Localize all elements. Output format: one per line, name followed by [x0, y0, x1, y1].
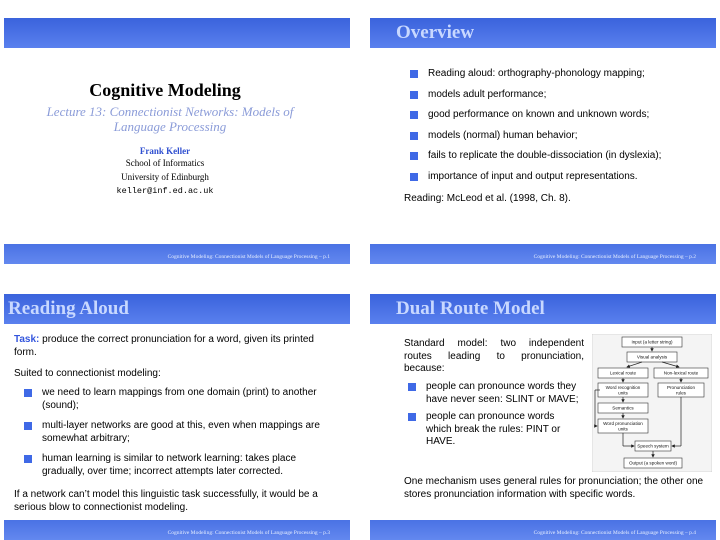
list-item: we need to learn mappings from one domain (print) to another (sound); — [20, 387, 320, 412]
dual-route-intro: Standard model: two independent routes leading to pronunciation, because: — [404, 338, 584, 374]
list-item: people can pronounce words which break the rules: PINT or HAVE. — [404, 411, 582, 449]
diagram-visual-label: Visual analysis — [636, 354, 668, 360]
bullet-square-icon — [24, 389, 32, 397]
bullet-square-icon — [24, 422, 32, 430]
dual-route-conclusion: One mechanism uses general rules for pronunciation; the other one stores pronunciation information with specific words. — [404, 476, 704, 500]
slide-1-footer-text: Cognitive Modeling: Connectionist Models of Language Processing – p.1 — [167, 254, 330, 260]
list-item: fails to replicate the double-dissociation (in dyslexia); — [406, 150, 706, 163]
slide-4-title: Dual Route Model — [396, 298, 545, 319]
list-item: Reading aloud: orthography-phonology mapping; — [406, 68, 706, 81]
diagram-pronunciation-rules-label: Pronunciation — [666, 385, 696, 390]
diagram-semantics-label: Semantics — [612, 405, 634, 411]
suited-statement: Suited to connectionist modeling: — [14, 368, 161, 379]
affiliation-university: University of Edinburgh — [121, 172, 209, 182]
bullet-square-icon — [24, 455, 32, 463]
dual-route-list — [404, 381, 582, 449]
slide-1-title-bar — [4, 18, 350, 48]
bullet-square-icon — [410, 173, 418, 181]
presentation-subtitle: Lecture 13: Connectionist Networks: Models of Language Processing — [46, 104, 294, 134]
conclusion-text: If a network can’t model this linguistic task successfully, it would be a serious blow to connectionist modeling. — [14, 489, 318, 513]
diagram-word-recognition-label-2: units — [618, 390, 628, 396]
diagram-word-pronunciation-label-2: units — [618, 426, 628, 432]
bullet-square-icon — [410, 111, 418, 119]
bullet-square-icon — [410, 132, 418, 140]
slide-4 — [366, 276, 720, 540]
diagram-nonlexical-label: Non-lexical route — [663, 370, 699, 376]
diagram-input-label: Input (a letter string) — [631, 339, 673, 345]
slide-4-footer-text: Cognitive Modeling: Connectionist Models of Language Processing – p.4 — [533, 530, 696, 536]
reading-reference: Reading: McLeod et al. (1998, Ch. 8). — [404, 193, 571, 204]
author-name: Frank Keller — [139, 146, 191, 156]
bullet-square-icon — [410, 152, 418, 160]
diagram-pronunciation-rules-label-2: rules — [676, 390, 686, 396]
slide-2-footer — [370, 244, 716, 264]
slide-3-title: Reading Aloud — [8, 298, 129, 319]
slide-2-title: Overview — [396, 22, 475, 43]
list-item: models adult performance; — [406, 89, 706, 102]
slide-2-footer-text: Cognitive Modeling: Connectionist Models of Language Processing – p.2 — [533, 254, 696, 260]
diagram-word-recognition-label: Word recognition — [605, 385, 641, 390]
task-statement: Task: produce the correct pronunciation for a word, given its printed form. — [14, 334, 314, 358]
dual-route-diagram — [592, 334, 712, 472]
bullet-square-icon — [410, 70, 418, 78]
overview-list — [406, 68, 706, 191]
list-item: good performance on known and unknown words; — [406, 109, 706, 122]
reading-aloud-list — [20, 387, 320, 486]
presentation-title: Cognitive Modeling — [89, 80, 241, 100]
slide-4-footer — [370, 520, 716, 540]
affiliation-school: School of Informatics — [125, 158, 205, 168]
slide-1-footer — [4, 244, 350, 264]
diagram-word-pronunciation-label: Word pronunciation — [603, 421, 643, 426]
author-email: keller@inf.ed.ac.uk — [116, 186, 214, 196]
bullet-square-icon — [408, 413, 416, 421]
diagram-speech-label: Speech system — [637, 443, 669, 449]
slide-1 — [0, 0, 354, 264]
bullet-square-icon — [410, 91, 418, 99]
slide-3-footer — [4, 520, 350, 540]
diagram-output-label: Output (a spoken word) — [628, 460, 678, 466]
list-item: importance of input and output representations. — [406, 171, 706, 184]
slide-2 — [366, 0, 720, 264]
slide-3 — [0, 276, 354, 540]
list-item: people can pronounce words they have never seen: SLINT or MAVE; — [404, 381, 582, 406]
list-item: human learning is similar to network learning: takes place gradually, over time; incorrect attempts later corrected. — [20, 453, 320, 478]
bullet-square-icon — [408, 383, 416, 391]
slide-3-footer-text: Cognitive Modeling: Connectionist Models of Language Processing – p.3 — [167, 530, 330, 536]
diagram-lexical-label: Lexical route — [609, 370, 637, 376]
list-item: models (normal) human behavior; — [406, 130, 706, 143]
list-item: multi-layer networks are good at this, even when mappings are somewhat arbitrary; — [20, 420, 320, 445]
